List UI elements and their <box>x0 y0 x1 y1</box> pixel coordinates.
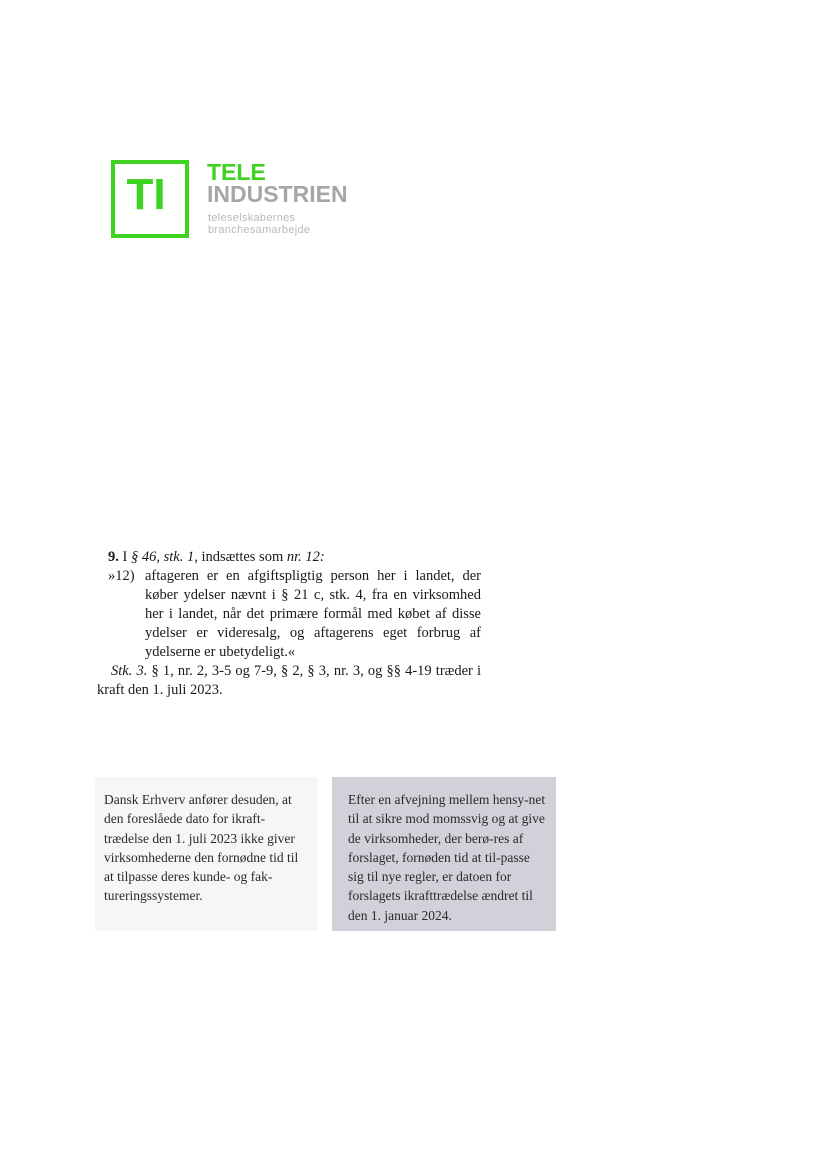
heading-mid: indsættes som <box>201 549 284 565</box>
amendment-heading <box>97 548 481 567</box>
item-number: »12) <box>108 568 135 584</box>
legal-text <box>97 548 481 700</box>
stk-paragraph <box>97 662 481 700</box>
stk-text: § 1, nr. 2, 3-5 og 7-9, § 2, § 3, nr. 3, og §§ 4-19 træder i kraft den 1. juli 2023. <box>97 663 482 698</box>
amendment-number: 9. <box>108 549 119 565</box>
teleindustrien-logo <box>111 160 351 240</box>
logo-subtitle-1: teleselskabernes <box>208 212 296 224</box>
logo-industrien: INDUSTRIEN <box>207 181 348 207</box>
item-text: aftageren er en afgiftspligtig person her i landet, der køber ydelser nævnt i § 21 c, stk. 4, fra en virksomhed her i landet, når det primære formål med købet af disse ydelser er videresalg, og aftagerens eget forbrug af ydelserne er ubetydeligt.« <box>145 568 481 660</box>
heading-nr: nr. 12: <box>286 549 325 565</box>
heading-ref: § 46, stk. 1, <box>130 549 198 565</box>
logo-box-text: TI <box>126 170 166 219</box>
amendment-item <box>97 567 481 662</box>
comment-box: Dansk Erhverv anfører desuden, at den foreslåede dato for ikraft-trædelse den 1. juli 2023 ikke giver virksomhederne den fornødne tid til at tilpasse deres kunde- og fak-tureringssystemer. <box>95 777 318 931</box>
response-box: Efter en afvejning mellem hensy-net til at sikre mod momssvig og at give de virksomheder, der berø-res af forslaget, fornøden tid at til-passe sig til nye regler, er datoen for forslagets ikrafttrædelse ændret til den 1. januar 2024. <box>332 777 556 931</box>
stk-label: Stk. 3. <box>111 663 148 679</box>
logo-tele: TELE <box>207 159 266 185</box>
heading-pre: I <box>122 549 128 565</box>
logo-subtitle-2: branchesamarbejde <box>208 224 311 236</box>
